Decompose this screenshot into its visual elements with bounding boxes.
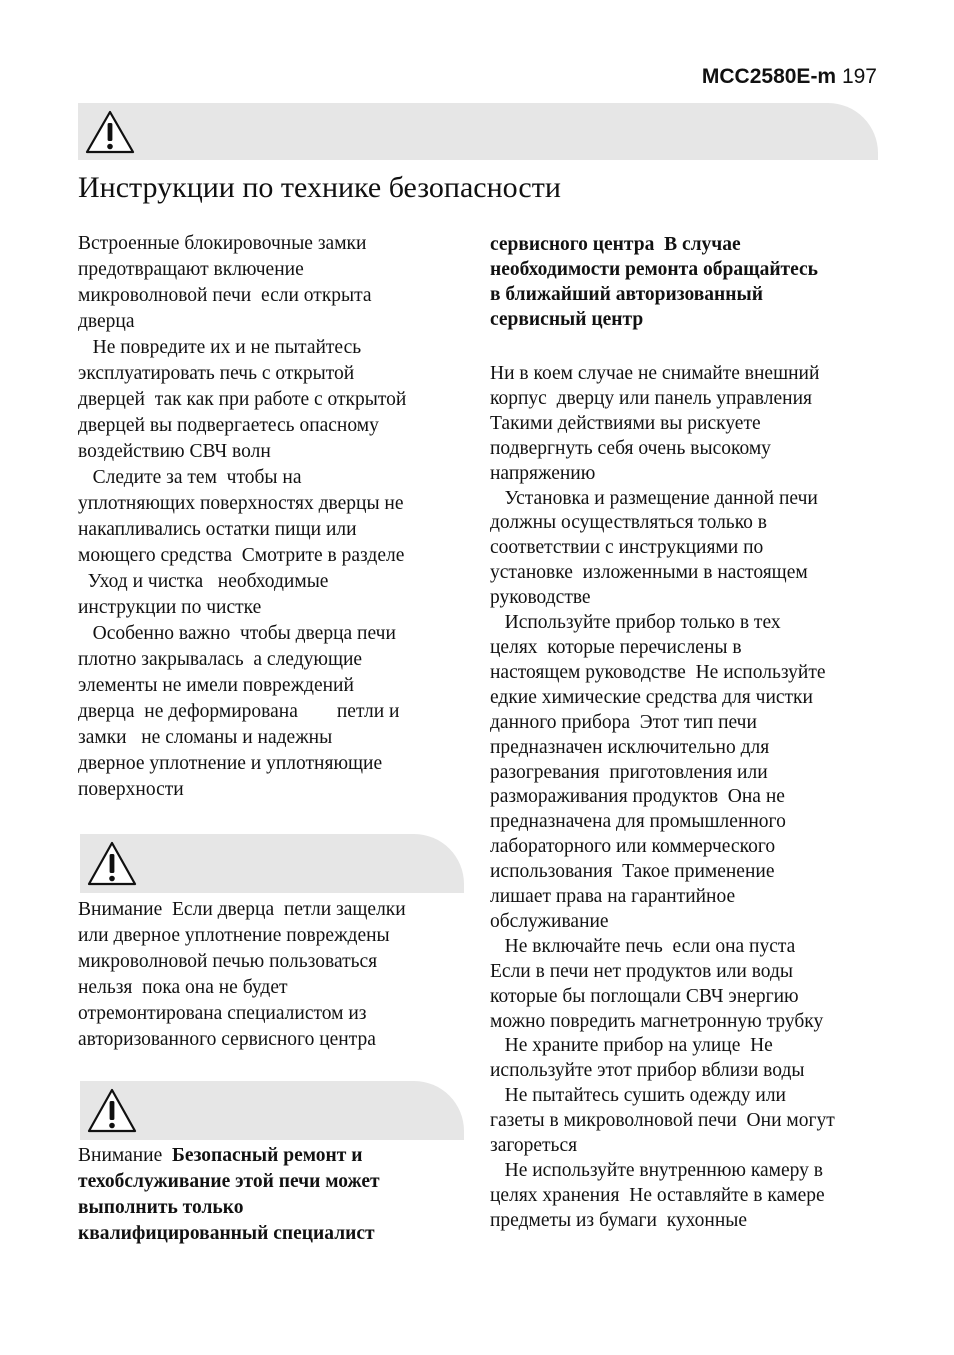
text-line: предназначена для промышленного [490, 811, 786, 833]
page-header [702, 63, 877, 91]
text-line: элементы не имели повреждений [78, 675, 354, 696]
text-line: подвергнуть себя очень высокому [490, 437, 771, 459]
text-line: Следите за тем чтобы на [78, 467, 302, 488]
text-line: Уход и чистка необходимые [78, 571, 329, 592]
warning-text-line: Внимание Если дверца петли защелки [78, 899, 406, 920]
text-line: Не включайте печь если она пуста [490, 935, 796, 957]
warning-banner-1 [80, 834, 464, 893]
warning-text-line: техобслуживание этой печи может [78, 1171, 380, 1192]
text-line: предметы из бумаги кухонные [490, 1209, 748, 1231]
warning-triangle-icon [86, 1087, 138, 1135]
text-line: сервисного центра В случае [490, 234, 741, 255]
text-line: дверное уплотнение и уплотняющие [78, 753, 383, 774]
warning-2-first-line [78, 1143, 468, 1169]
text-line: Особенно важно чтобы дверца печи [78, 623, 396, 644]
text-line: размораживания продуктов Она не [490, 786, 785, 808]
warning-banner-2 [80, 1081, 464, 1140]
text-line: настоящем руководстве Не используйте [490, 661, 826, 683]
warning-text-line: квалифицированный специалист [78, 1223, 375, 1244]
text-line: руководстве [490, 587, 591, 609]
text-line: Если в печи нет продуктов или воды [490, 960, 794, 982]
page-number: 197 [841, 65, 877, 88]
warning-triangle-icon [84, 109, 136, 155]
text-line: Не пытайтесь сушить одежду или [490, 1085, 786, 1107]
page-title: Инструкции по технике безопасности [78, 171, 561, 204]
text-line: моющего средства Смотрите в разделе [78, 545, 405, 566]
right-column-text [490, 362, 890, 1234]
text-line: эксплуатировать печь с открытой [78, 363, 355, 384]
text-line: напряжению [490, 462, 596, 484]
text-line: дверца не деформирована петли и [78, 701, 400, 722]
text-line: которые бы поглощали СВЧ энергию [490, 985, 799, 1007]
warning-2-prefix: Внимание [78, 1145, 173, 1166]
warning-text-line: или дверное уплотнение повреждены [78, 925, 390, 946]
warning-2-text [78, 1143, 468, 1247]
text-line: загореться [490, 1135, 578, 1157]
text-line: уплотняющих поверхностях дверцы не [78, 493, 404, 514]
text-line: Установка и размещение данной печи [490, 487, 818, 509]
text-line: лишает права на гарантийное [490, 886, 736, 908]
text-line: Встроенные блокировочные замки [78, 233, 367, 254]
text-line: данного прибора Этот тип печи [490, 711, 757, 733]
warning-1-text [78, 897, 468, 1053]
text-line: инструкции по чистке [78, 597, 262, 618]
right-column-bold [490, 233, 890, 333]
text-line: обслуживание [490, 910, 609, 932]
text-line: едкие химические средства для чистки [490, 686, 813, 708]
text-line: соответствии с инструкциями по [490, 537, 764, 559]
text-line: в ближайший авторизованный [490, 283, 763, 305]
text-line: используйте этот прибор вблизи воды [490, 1060, 805, 1082]
left-column-text [78, 231, 468, 803]
text-line: газеты в микроволновой печи Они могут [490, 1110, 835, 1132]
warning-text-line: нельзя пока она не будет [78, 977, 288, 998]
text-line: лабораторного или коммерческого [490, 836, 776, 858]
text-line: предотвращают включение [78, 259, 304, 280]
text-line: Используйте прибор только в тех [490, 612, 781, 634]
warning-2-first-bold: Безопасный ремонт и [172, 1145, 363, 1166]
text-line: целях которые перечислены в [490, 636, 742, 658]
warning-banner-top [78, 103, 878, 160]
warning-text-line: выполнить только [78, 1197, 244, 1218]
text-line: дверцей вы подвергаетесь опасному [78, 415, 379, 436]
warning-text-line: авторизованного сервисного центра [78, 1029, 376, 1050]
text-line: использования Такое применение [490, 861, 775, 883]
text-line: накапливались остатки пищи или [78, 519, 357, 540]
text-line: воздействию СВЧ волн [78, 441, 271, 462]
text-line: предназначен исключительно для [490, 736, 770, 758]
model-number: MCC2580E-m [701, 65, 837, 88]
text-line: замки не сломаны и надежны [78, 727, 333, 748]
text-line: должны осуществляться только в [490, 512, 768, 534]
text-line: микроволновой печи если открыта [78, 285, 372, 306]
text-line: разогревания приготовления или [490, 761, 768, 783]
text-line: плотно закрывалась а следующие [78, 649, 363, 670]
text-line: Не используйте внутреннюю камеру в [490, 1160, 824, 1181]
text-line: дверца [78, 311, 135, 332]
warning-text-line: отремонтирована специалистом из [78, 1003, 367, 1024]
text-line: Не повредите их и не пытайтесь [78, 337, 362, 358]
text-line: Ни в коем случае не снимайте внешний [490, 363, 820, 384]
warning-text-line: микроволновой печью пользоваться [78, 951, 378, 972]
text-line: сервисный центр [490, 308, 644, 330]
text-line: Не храните прибор на улице Не [490, 1035, 773, 1057]
text-line: корпус дверцу или панель управления [490, 387, 812, 409]
text-line: дверцей так как при работе с открытой [78, 389, 407, 410]
warning-triangle-icon [86, 840, 138, 888]
text-line: целях хранения Не оставляйте в камере [490, 1184, 825, 1206]
text-line: Такими действиями вы рискуете [490, 412, 761, 434]
text-line: необходимости ремонта обращайтесь [490, 258, 818, 280]
text-line: можно повредить магнетронную трубку [490, 1010, 824, 1032]
text-line: установке изложенными в настоящем [490, 562, 808, 584]
text-line: поверхности [78, 779, 184, 800]
